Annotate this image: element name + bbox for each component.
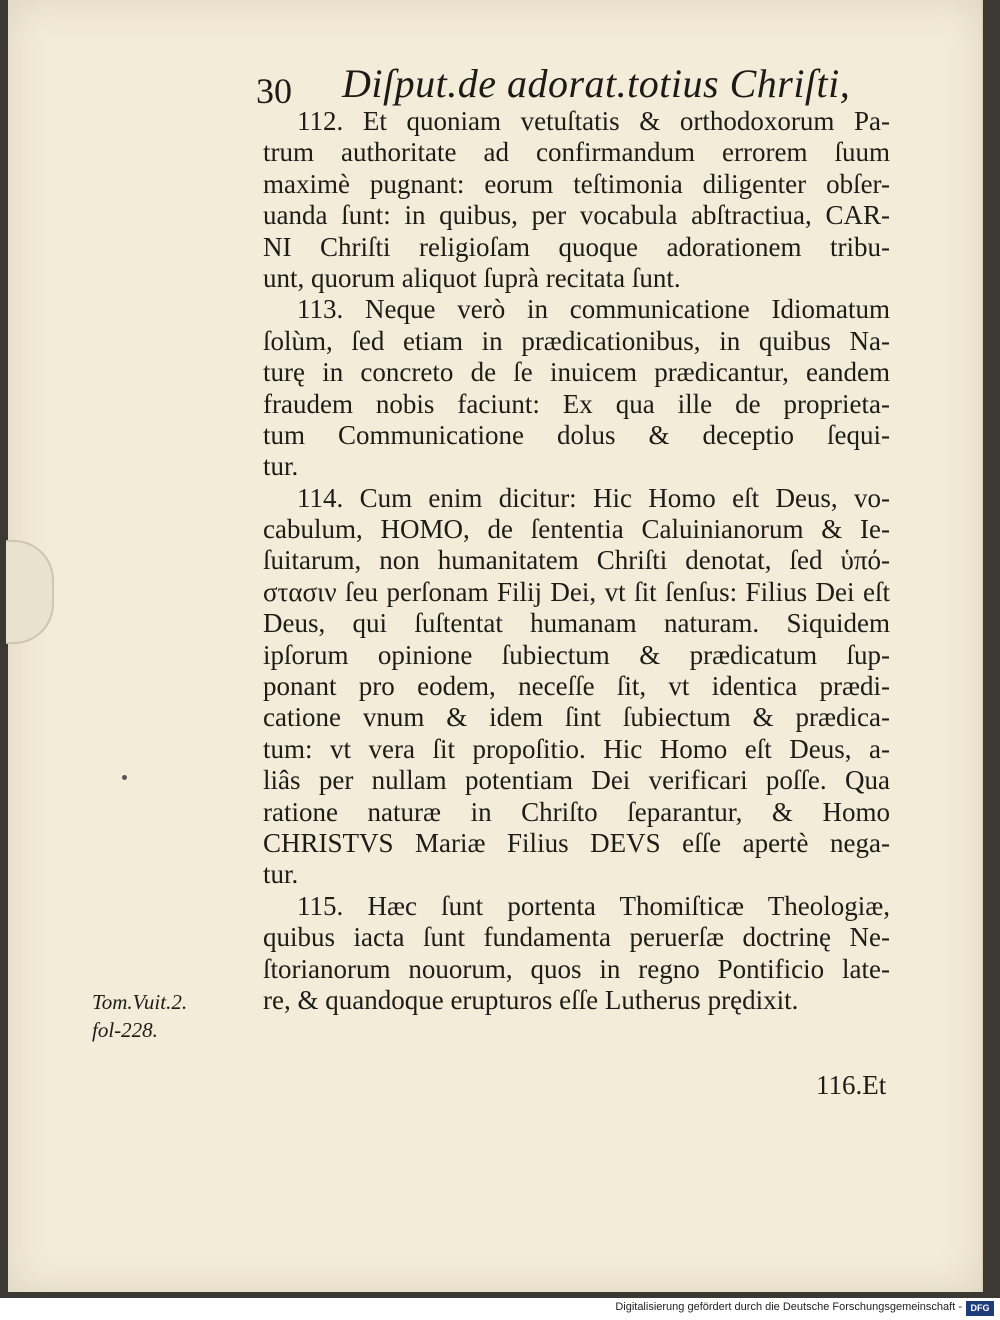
text-line: fraudem nobis faciunt: Ex qua ille de proprieta-: [263, 388, 890, 419]
page-number: 30: [256, 71, 292, 111]
text-line: uanda ſunt: in quibus, per vocabula abſtractiua, CAR-: [263, 200, 890, 231]
text-line: trum authoritate ad confirmandum errorem ſuum: [263, 137, 890, 168]
running-head: [248, 60, 851, 111]
text-line: ſolùm, ſed etiam in prædicationibus, in quibus Na-: [263, 325, 890, 356]
text-line: ſuitarum, non humanitatem Chriſti denotat, ſed ὑπό-: [263, 545, 890, 576]
funding-credit: Digitalisierung gefördert durch die Deutsche Forschungsgemeinschaft -: [615, 1301, 962, 1313]
text-line: ſtorianorum nouorum, quos in regno Pontificio late-: [263, 953, 890, 984]
text-line: unt, quorum aliquot ſuprà recitata ſunt.: [263, 262, 681, 293]
text-line: quibus iacta ſunt fundamenta peruerſæ doctrinę Ne-: [263, 922, 890, 953]
text-line: 115. Hæc ſunt portenta Thomiſticæ Theologiæ,: [297, 890, 890, 921]
text-line: tum Communicatione dolus & deceptio ſequi-: [263, 419, 890, 450]
footer-bar: [0, 1298, 1000, 1320]
catchword: 116.Et: [816, 1070, 887, 1100]
text-line: liâs per nullam potentiam Dei verificari poſſe. Qua: [263, 765, 890, 796]
dfg-logo: DFG: [966, 1301, 994, 1316]
text-line: 114. Cum enim dicitur: Hic Homo eſt Deus, vo-: [297, 482, 890, 513]
margin-note-line: fol-228.: [92, 1018, 158, 1042]
running-head-title: Diſput.de adorat.totius Chriſti,: [342, 61, 851, 106]
text-line: 112. Et quoniam vetuſtatis & orthodoxorum Pa-: [297, 106, 890, 136]
text-line: cabulum, HOMO, de ſententia Caluinianorum & Ie-: [263, 514, 890, 545]
text-line: tur.: [263, 859, 299, 890]
text-line: CHRISTVS Mariæ Filius DEVS eſſe apertè nega-: [263, 827, 890, 858]
text-line: maximè pugnant: eorum teſtimonia diligenter obſer-: [263, 168, 890, 199]
text-line: turę in concreto de ſe inuicem prædicantur, eandem: [263, 357, 890, 388]
ink-speck: [122, 775, 127, 780]
text-line: tum: vt vera ſit propoſitio. Hic Homo eſt Deus, a-: [263, 733, 890, 764]
page-clip: [6, 540, 54, 644]
text-line: ponant pro eodem, neceſſe ſit, vt identica prædi-: [263, 671, 890, 702]
text-line: ratione naturæ in Chriſto ſeparantur, & Homo: [263, 796, 890, 827]
margin-note-line: Tom.Vuit.2.: [92, 990, 188, 1014]
text-line: re, & quandoque erupturos eſſe Lutherus prędixit.: [263, 984, 799, 1015]
text-line: catione vnum & idem ſint ſubiectum & prædica-: [263, 702, 890, 733]
text-line: στασιν ſeu perſonam Filij Dei, vt ſit ſenſus: Filius Dei eſt: [263, 576, 890, 607]
text-line: NI Chriſti religioſam quoque adorationem tribu-: [263, 231, 890, 262]
text-line: ipſorum opinione ſubiectum & prædicatum ſup-: [263, 639, 890, 670]
text-line: tur.: [263, 451, 299, 482]
text-line: Deus, qui ſuſtentat humanam naturam. Siquidem: [263, 608, 890, 639]
book-page: [8, 0, 983, 1292]
text-line: 113. Neque verò in communicatione Idiomatum: [297, 294, 890, 325]
body-text: [263, 106, 890, 1016]
margin-note: [92, 988, 242, 1044]
